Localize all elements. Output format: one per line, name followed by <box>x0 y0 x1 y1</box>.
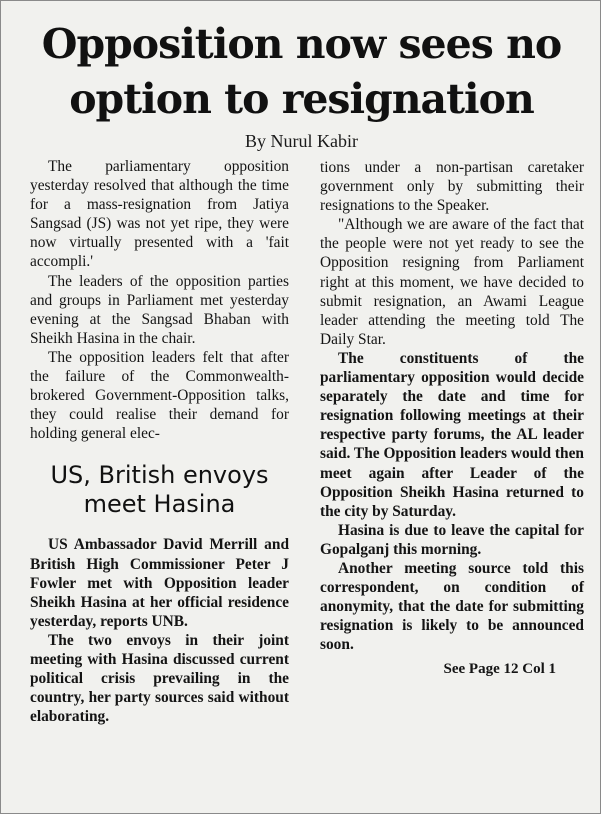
subheadline <box>30 461 289 519</box>
paragraph: Hasina is due to leave the capital for Gopalganj this morning. <box>320 521 584 558</box>
left-column <box>30 157 289 726</box>
paragraph: The parliamentary opposition yesterday resolved that although the time for a mass-resignation from Jatiya Sangsad (JS) was not yet ripe, they were now virtually presented with a 'fait accompli.' <box>30 158 289 271</box>
paragraph: The constituents of the parliamentary opposition would decide separately the date and time for resignation following meetings at their respective party forums, the AL leader said. The Opposition leaders would then meet again after Leader of the Opposition Sheikh Hasina returned to the city by Saturday. <box>320 349 584 520</box>
headline-line-1: Opposition now sees no <box>41 20 562 68</box>
right-column <box>320 158 584 680</box>
continued-on-page-note: See Page 12 Col 1 <box>443 661 556 678</box>
subheadline-line-1: US, British envoys <box>50 461 269 490</box>
byline: By Nurul Kabir <box>245 131 358 151</box>
paragraph: The leaders of the opposition parties and groups in Parliament met yesterday evening at the Sangsad Bhaban with Sheikh Hasina in the chair. <box>30 272 289 347</box>
paragraph: Another meeting source told this correspondent, on condition of anonymity, that the date for submitting resignation is likely to be announced soon. <box>320 559 584 654</box>
continued-paragraph: tions under a non-partisan caretaker government only by submitting their resignations to the Speaker. <box>320 159 584 215</box>
headline-line-2: option to resignation <box>69 75 534 123</box>
paragraph: The opposition leaders felt that after the failure of the Commonwealth-brokered Government-Opposition talks, they could realise their demand for holding general elec- <box>30 348 289 443</box>
paragraph: "Although we are aware of the fact that the people were not yet ready to see the Opposition resigning from Parliament right at this moment, we have decided to submit resignation, an Awami League leader attending the meeting told The Daily Star. <box>320 216 584 348</box>
headline <box>1 17 601 127</box>
subheadline-line-2: meet Hasina <box>83 490 236 519</box>
sub-paragraph: The two envoys in their joint meeting with Hasina discussed current political crisis prevailing in the country, her party sources said without elaborating. <box>30 631 289 726</box>
sub-paragraph: US Ambassador David Merrill and British High Commissioner Peter J Fowler met with Opposition leader Sheikh Hasina at her official residence yesterday, reports UNB. <box>30 536 289 630</box>
